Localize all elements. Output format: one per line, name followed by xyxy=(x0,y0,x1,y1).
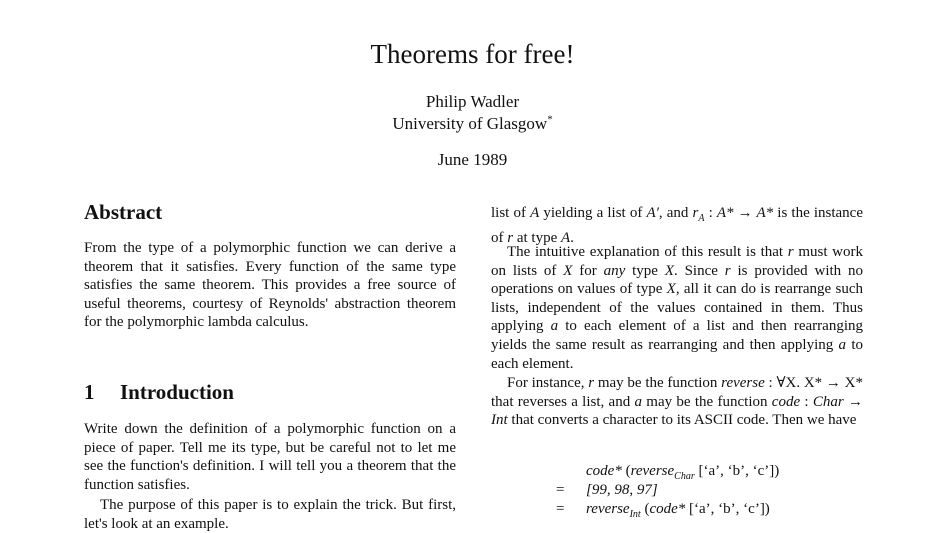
affiliation-text: University of Glasgow xyxy=(392,114,548,133)
paper-date: June 1989 xyxy=(437,150,508,169)
introduction-paragraph-1: Write down the definition of a polymorphic function on a piece of paper. Tell me its type, but be careful not to let me see the function's definition. I will tell you a theorem that the function satisfies. xyxy=(84,421,456,493)
paper-title: Theorems for free! xyxy=(370,39,575,69)
abstract-heading: Abstract xyxy=(84,200,163,224)
introduction-heading xyxy=(84,379,234,405)
equation-line-3: = reverse$_{Int}$ (code* [‘a’, ‘b’, ‘c’]) xyxy=(556,501,770,520)
affiliation-footnote-mark: * xyxy=(547,113,553,126)
right-paragraph-2: The intuitive explanation of this result is that r must work on lists of X for any type X. Since r is provided with no operations on values of type X, all it can do is rearrange such lists, independent of the values contained in them. Thus applying a to each element of a list and then rearranging yields the same result as rearranging and then applying a to each element. xyxy=(491,244,864,372)
introduction-paragraph-2: The purpose of this paper is to explain the trick. But first, let's look at an example. xyxy=(84,497,456,532)
author-name: Philip Wadler xyxy=(425,92,520,111)
equation-block xyxy=(556,462,779,519)
equation-line-2: = [99, 98, 97] xyxy=(556,482,658,498)
equation-line-1: code* (reverse$_{Char}$ [‘a’, ‘b’, ‘c’]) xyxy=(586,463,780,482)
right-paragraph-3: For instance, r may be the function reverse : ∀X. X* → X* that reverses a list, and a may be the function code : Char → Int that converts a character to its ASCII code. Then we have xyxy=(491,375,864,429)
author-affiliation xyxy=(0,113,945,134)
section-title: Introduction xyxy=(120,380,234,404)
abstract-text: From the type of a polymorphic function we can derive a theorem that it satisfies. Every function of the same type satisfies the same theorem. This provides a free source of useful theorems, courtesy of Reynolds' abstraction theorem for the polymorphic lambda calculus. xyxy=(84,240,456,331)
section-number: 1 xyxy=(84,380,95,404)
right-paragraph-1: list of A yielding a list of A′, and $r_A$ : A* → A* is the instance of r at type A. xyxy=(491,205,863,246)
